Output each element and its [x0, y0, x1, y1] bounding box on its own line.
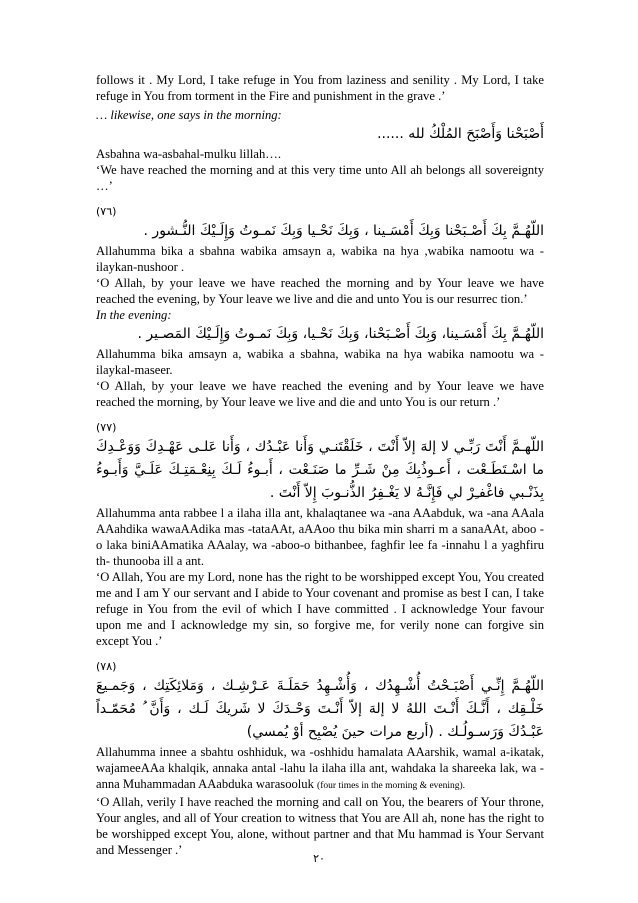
- arabic-supplication-78: اللّهُـمَّ إِنِّـي أَصْبَـحْتُ أُشْـهِدُك ، وَأُشْـهِدُ حَمَلَـةَ عَـرْشِـك ، وَمَلائِكَتِك ، وَجَمـيعَ خَلْـقِك ، أَنَّـكَ أَنْـتَ اللهُ لا إلهَ إلاّ أَنْـتَ وَحْـدَكَ لا شَريكَ لَـك ، وَأَنَّ ُ مُحَمّـداً عَبْـدُكَ وَرَسـولُـك . (أربع مرات حينَ يُصْبِح أوْ يُمسي): [96, 678, 544, 740]
- arabic-supplication-77: اللّهـمَّ أَنْتَ رَبِّـي لا إلهَ إلاّ أَنْتَ ، خَلَقْتَنـي وَأَنا عَبْـدُك ، وَأَنا عَلـى عَهْـدِكَ وَوَعْـدِكَ ما اسْـتَطَـعْت ، أَعـوذُبِكَ مِنْ شَـرِّ ما صَنَـعْت ، أَبـوءُ لَـكَ بِنِعْـمَتِـكَ عَلَـيَّ وَأَبـوءُ بِذَنْـبي فاغْفـِرْ لي فَإِنَّـهُ لا يَغْـفِرُ الذُّنـوبَ إِلاّ أَنْتَ .: [96, 439, 544, 501]
- translation-1: ‘We have reached the morning and at this very time unto All ah belongs all sovereignty …’: [96, 163, 544, 193]
- section-number-78: (٧٨): [96, 660, 117, 673]
- translation-77: ‘O Allah, You are my Lord, none has the right to be worshipped except You, You created me and I am Y our servant and I abide to Your covenant and promise as best I can, I take refuge in You from the evil of which I have committed . I acknowledge Your favour upon me and I acknowledge my sin, so forgive me, for verily none can forgive sin except You .’: [96, 570, 544, 648]
- transliteration-78-text: Allahumma innee a sbahtu oshhiduk, wa -oshhidu hamalata AAarshik, wamal a-ikatak, wajameeAAa khalqik, annaka antal -lahu la ilaha illa ant, wahdaka la shareeka lak, wa - anna Muhammadan AAabduka warasooluk: [96, 745, 544, 791]
- arabic-supplication-1: أَصْبَحْنا وَأَصْبَحَ المُلْكُ لله ......: [377, 126, 544, 142]
- arabic-supplication-76-evening: اللّهُـمَّ بِكَ أَمْسَـينا، وَبِكَ أَصْـبَحْنا، وَبِكَ نَحْـيا، وَبِكَ نَمـوتُ وَإِلَـيْكَ المَصـير .: [137, 326, 544, 342]
- page-number: ٢٠: [313, 852, 325, 865]
- evening-label: In the evening:: [96, 308, 172, 322]
- morning-intro: … likewise, one says in the morning:: [96, 108, 282, 122]
- transliteration-76: Allahumma bika a sbahna wabika amsayn a, wabika na hya ,wabika namootu wa - ilaykan-nushoor .: [96, 244, 544, 274]
- repetition-note: (four times in the morning & evening).: [317, 781, 466, 791]
- transliteration-78: [96, 744, 544, 794]
- transliteration-1: Asbahna wa-asbahal-mulku lillah….: [96, 147, 282, 161]
- section-number-77: (٧٧): [96, 421, 117, 434]
- translation-78: ‘O Allah, verily I have reached the morning and call on You, the bearers of Your throne, Your angles, and all of Your creation to witness that You are All ah, none has the right to be worshipped except You, alone, without partner and that Mu hammad is Your Servant and Messenger .’: [96, 795, 544, 857]
- arabic-supplication-76: اللّهُـمَّ بِكَ أَصْـبَحْنا وَبِكَ أَمْسَـينا ، وَبِكَ نَحْـيا وَبِكَ نَمـوتُ وَإِلَـيْكَ النُّـشور .: [143, 223, 544, 239]
- paragraph-continuation: follows it . My Lord, I take refuge in You from laziness and senility . My Lord, I take refuge in You from torment in the Fire and punishment in the grave .’: [96, 73, 544, 103]
- translation-76-evening: ‘O Allah, by your leave we have reached the evening and by Your leave we have reached the morning, by Your leave we live and die and unto You is our return .’: [96, 379, 544, 409]
- transliteration-77: Allahumma anta rabbee l a ilaha illa ant, khalaqtanee wa -ana AAabduk, wa -ana AAala AAahdika wawaAAdika mas -tataAAt, aAAoo thu bika min sharri m a sanaAAt, aboo -o laka biniAAmatika AAalay, wa -aboo-o bithanbee, faghfir lee fa -innahu l a yaghfiru th- thunooba ill a ant.: [96, 506, 544, 568]
- transliteration-76-evening: Allahumma bika amsayn a, wabika a sbahna, wabika na hya wabika namootu wa - ilaykal-maseer.: [96, 347, 544, 377]
- section-number-76: (٧٦): [96, 205, 117, 218]
- translation-76: ‘O Allah, by your leave we have reached the morning and by Your leave we have reached the evening, by Your leave we live and die and unto You is our resurrec tion.’: [96, 276, 544, 306]
- document-page: [96, 72, 544, 858]
